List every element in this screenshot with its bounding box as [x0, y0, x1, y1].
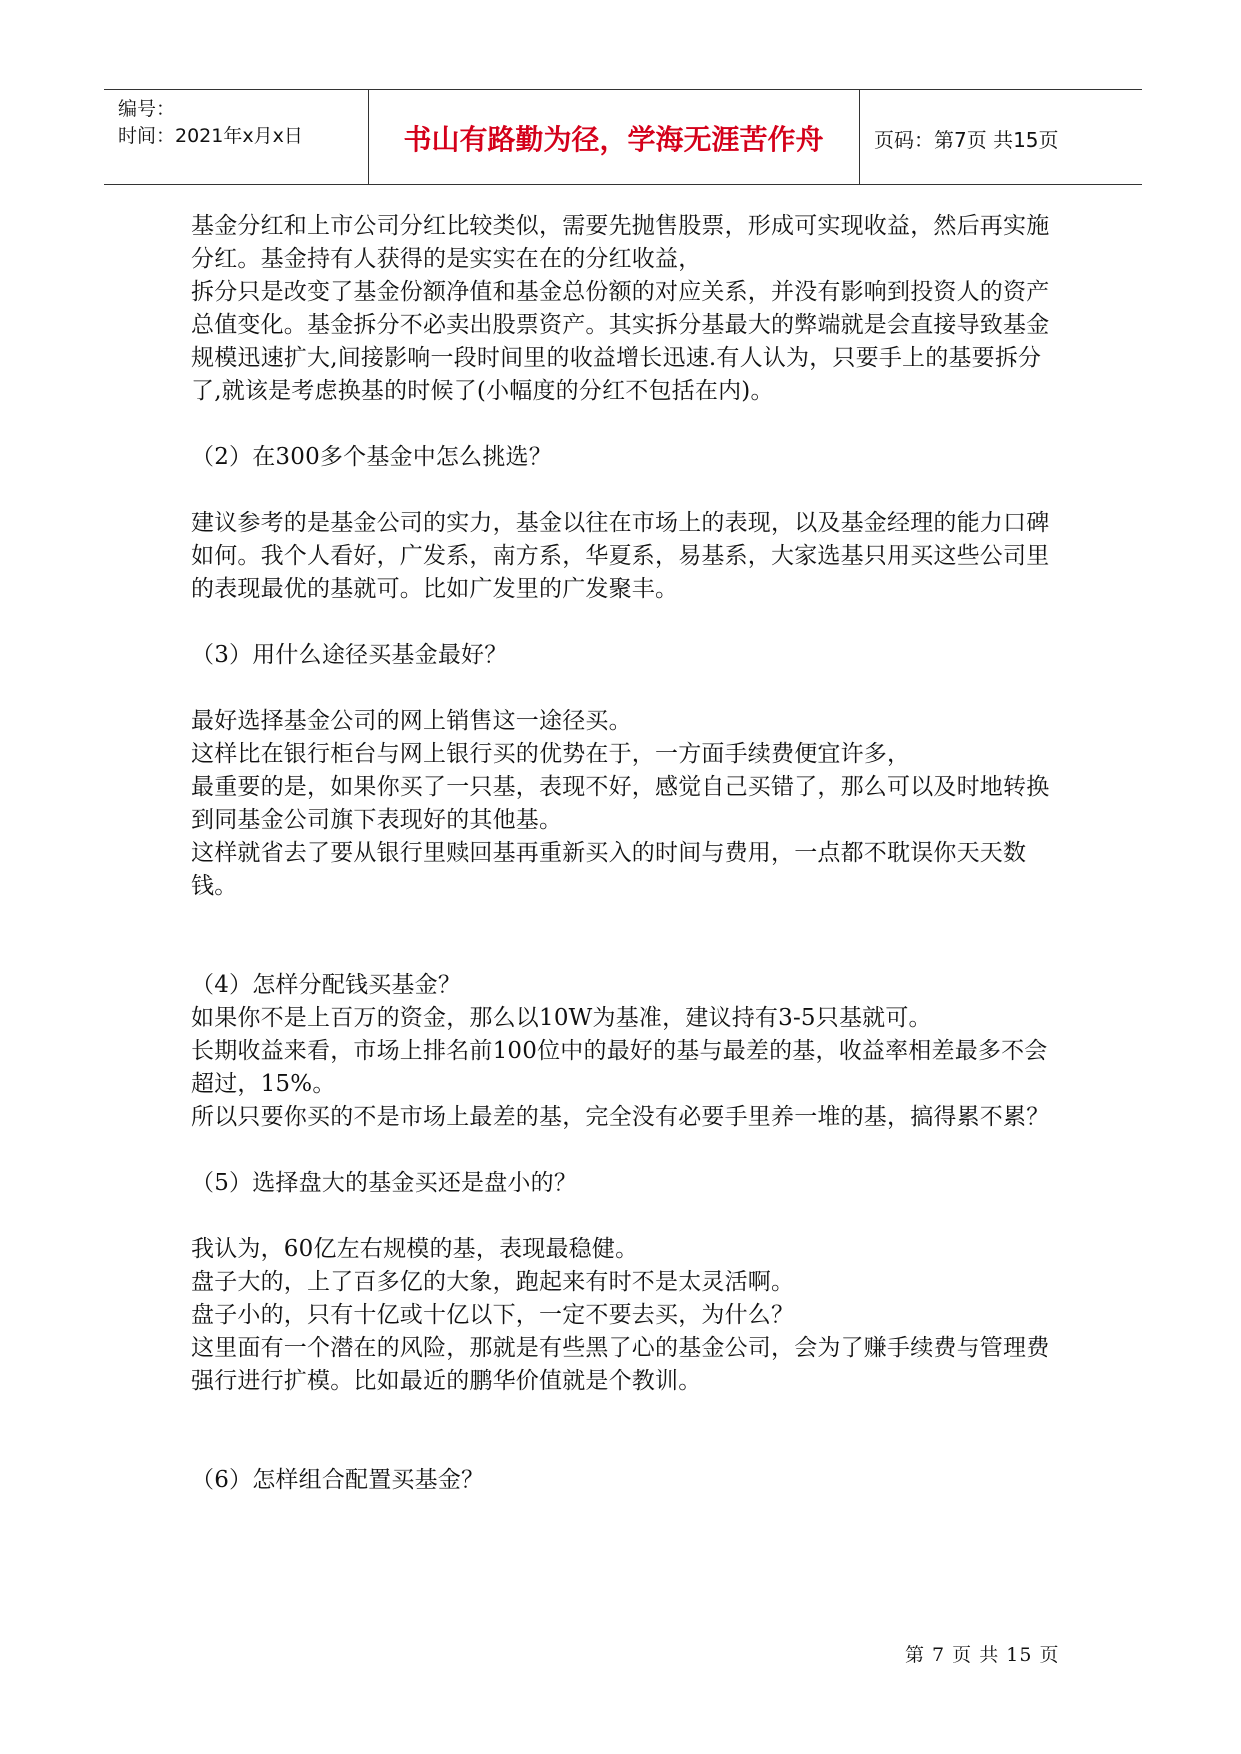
header-motto: 书山有路勤为径，学海无涯苦作舟 — [403, 123, 824, 156]
header-meta — [118, 96, 303, 150]
time-label: 时间：2021年x月x日 — [118, 125, 303, 147]
header-page-info: 页码：第7页 共15页 — [874, 128, 1059, 152]
paragraph: 拆分只是改变了基金份额净值和基金总份额的对应关系，并没有影响到投资人的资产总值变化。基金拆分不必卖出股票资产。其实拆分基最大的弊端就是会直接导致基金规模迅速扩大,间接影响一段时间里的收益增长迅速.有人认为，只要手上的基要拆分了,就该是考虑换基的时候了(小幅度的分红不包括在内)。 — [191, 279, 1050, 404]
question-heading: （4）怎样分配钱买基金？ — [191, 972, 462, 998]
paragraph: 盘子小的，只有十亿或十亿以下，一定不要去买，为什么？ — [191, 1302, 795, 1328]
paragraph: 这里面有一个潜在的风险，那就是有些黑了心的基金公司，会为了赚手续费与管理费强行进行扩模。比如最近的鹏华价值就是个教训。 — [191, 1335, 1050, 1394]
document-header — [104, 89, 1142, 185]
paragraph: 这样比在银行柜台与网上银行买的优势在于，一方面手续费便宜许多， — [191, 741, 911, 767]
page-footer: 第 7 页 共 15 页 — [905, 1644, 1060, 1666]
paragraph: 所以只要你买的不是市场上最差的基，完全没有必要手里养一堆的基，搞得累不累？ — [191, 1104, 1050, 1130]
paragraph: 最重要的是，如果你买了一只基，表现不好，感觉自己买错了，那么可以及时地转换到同基金公司旗下表现好的其他基。 — [191, 774, 1050, 833]
question-heading: （5）选择盘大的基金买还是盘小的？ — [191, 1170, 578, 1196]
header-divider — [859, 90, 860, 184]
paragraph: 如果你不是上百万的资金，那么以10W为基准，建议持有3-5只基就可。 — [191, 1005, 932, 1031]
paragraph: 基金分红和上市公司分红比较类似，需要先抛售股票，形成可实现收益，然后再实施分红。基金持有人获得的是实实在在的分红收益， — [191, 213, 1050, 272]
paragraph: 盘子大的，上了百多亿的大象，跑起来有时不是太灵活啊。 — [191, 1269, 795, 1295]
paragraph: 我认为，60亿左右规模的基，表现最稳健。 — [191, 1236, 639, 1262]
paragraph: 建议参考的是基金公司的实力，基金以往在市场上的表现，以及基金经理的能力口碑如何。我个人看好，广发系，南方系，华夏系，易基系，大家选基只用买这些公司里的表现最优的基就可。比如广发里的广发聚丰。 — [191, 510, 1050, 602]
paragraph: 这样就省去了要从银行里赎回基再重新买入的时间与费用，一点都不耽误你天天数钱。 — [191, 840, 1027, 899]
question-heading: （2）在300多个基金中怎么挑选？ — [191, 444, 552, 470]
paragraph: 最好选择基金公司的网上销售这一途径买。 — [191, 708, 632, 734]
question-heading: （3）用什么途径买基金最好？ — [191, 642, 508, 668]
paragraph: 长期收益来看，市场上排名前100位中的最好的基与最差的基，收益率相差最多不会超过，15%。 — [191, 1038, 1048, 1097]
question-heading: （6）怎样组合配置买基金？ — [191, 1467, 485, 1493]
document-body — [191, 210, 1066, 1497]
number-label: 编号： — [118, 98, 176, 120]
